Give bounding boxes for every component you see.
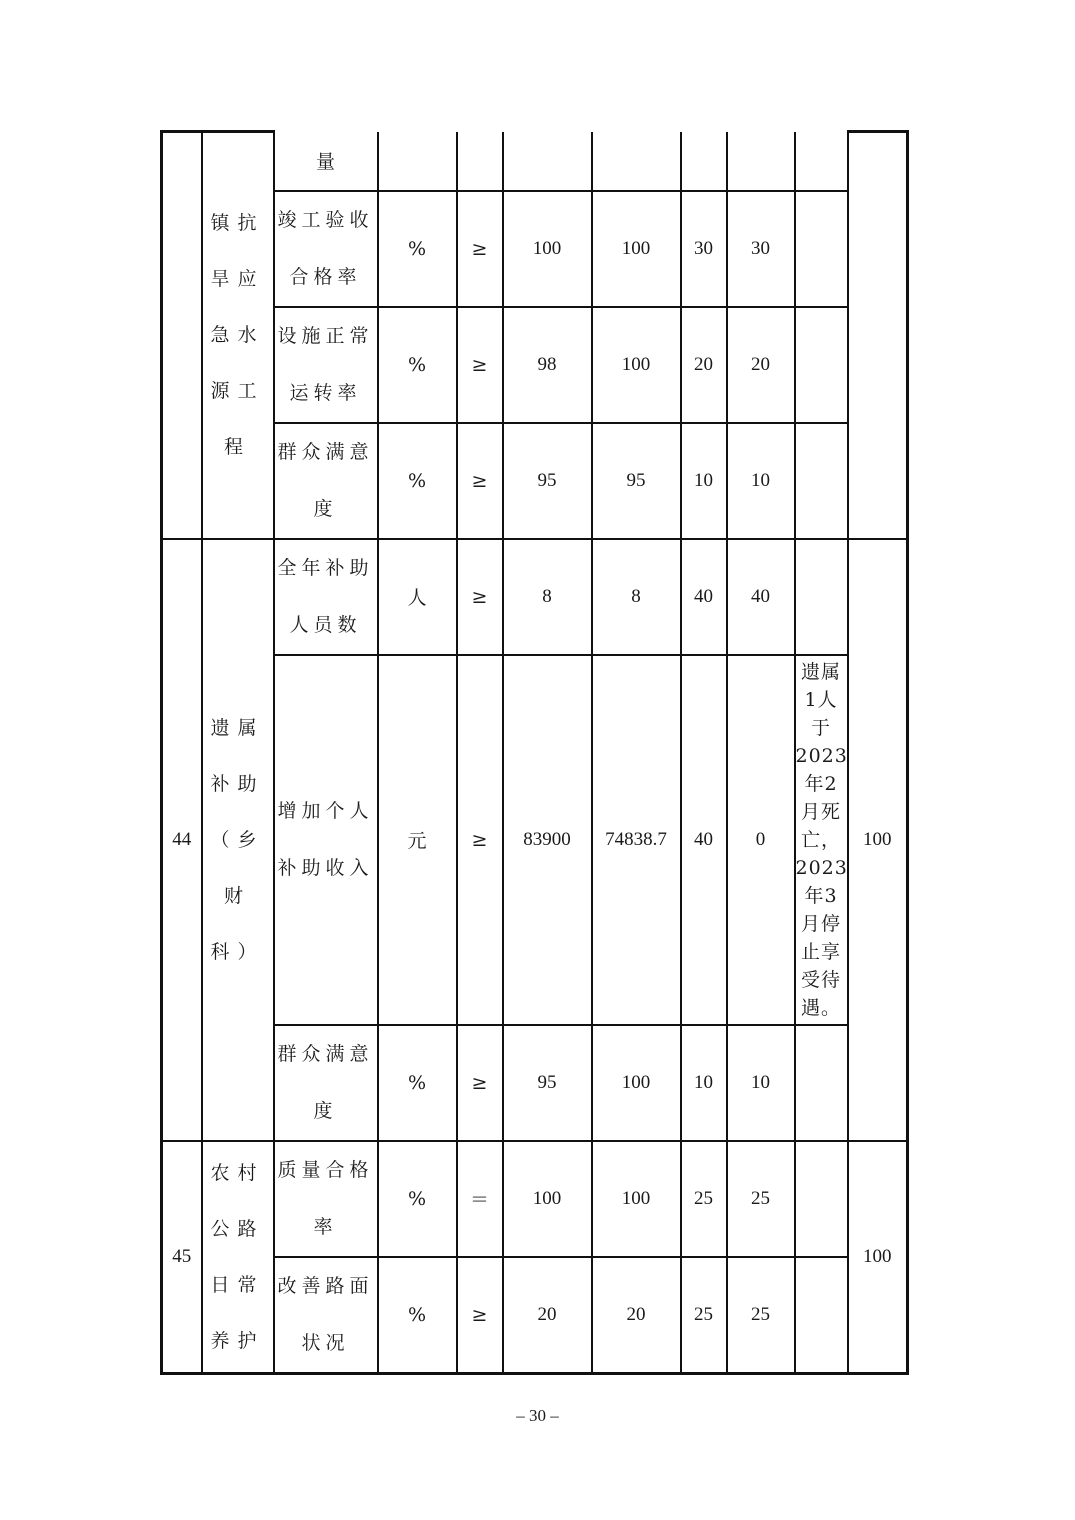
operator-cell: ≥ — [457, 539, 503, 655]
target-cell: 95 — [503, 423, 592, 539]
actual-cell: 100 — [592, 191, 681, 307]
total-score-cell — [848, 132, 908, 539]
table-row — [162, 1025, 908, 1141]
project-number-cell: 44 — [162, 539, 202, 1141]
score-cell: 30 — [727, 191, 795, 307]
note-cell — [795, 1257, 848, 1374]
actual-cell: 100 — [592, 307, 681, 423]
indicator-cell: 设施正常 运转率 — [274, 307, 378, 423]
table-row — [162, 132, 908, 191]
target-cell: 83900 — [503, 655, 592, 1025]
unit-cell: 元 — [378, 655, 457, 1025]
score-cell: 10 — [727, 423, 795, 539]
weight-cell: 25 — [681, 1257, 727, 1374]
note-cell — [795, 307, 848, 423]
indicator-cell: 群众满意 度 — [274, 423, 378, 539]
table-row — [162, 307, 908, 423]
weight-cell: 10 — [681, 423, 727, 539]
note-cell — [795, 132, 848, 191]
performance-table — [160, 130, 909, 1375]
target-cell: 20 — [503, 1257, 592, 1374]
score-cell: 0 — [727, 655, 795, 1025]
operator-cell: ≥ — [457, 423, 503, 539]
table-row — [162, 423, 908, 539]
weight-cell: 40 — [681, 655, 727, 1025]
actual-cell: 95 — [592, 423, 681, 539]
target-cell — [503, 132, 592, 191]
page-number: – 30 – — [516, 1406, 559, 1425]
target-cell: 95 — [503, 1025, 592, 1141]
indicator-cell: 改善路面 状况 — [274, 1257, 378, 1374]
weight-cell: 30 — [681, 191, 727, 307]
note-cell — [795, 539, 848, 655]
weight-cell: 20 — [681, 307, 727, 423]
indicator-cell: 全年补助 人员数 — [274, 539, 378, 655]
score-cell: 40 — [727, 539, 795, 655]
actual-cell: 74838.7 — [592, 655, 681, 1025]
indicator-cell: 增加个人 补助收入 — [274, 655, 378, 1025]
indicator-cell: 群众满意 度 — [274, 1025, 378, 1141]
actual-cell: 100 — [592, 1025, 681, 1141]
project-name-cell: 遗属 补助 （乡 财科） — [202, 539, 274, 1141]
operator-cell: ≥ — [457, 1257, 503, 1374]
unit-cell: % — [378, 423, 457, 539]
table-row — [162, 655, 908, 1025]
project-name-cell: 农村 公路 日常 养护 — [202, 1141, 274, 1374]
actual-cell — [592, 132, 681, 191]
weight-cell — [681, 132, 727, 191]
operator-cell: ≥ — [457, 655, 503, 1025]
operator-cell — [457, 132, 503, 191]
project-name-cell: 镇抗 旱应 急水 源工 程 — [202, 132, 274, 539]
target-cell: 100 — [503, 1141, 592, 1257]
table-row — [162, 1257, 908, 1374]
actual-cell: 100 — [592, 1141, 681, 1257]
project-number-cell — [162, 132, 202, 539]
table-row — [162, 539, 908, 655]
note-cell — [795, 423, 848, 539]
note-cell — [795, 1025, 848, 1141]
operator-cell: ≥ — [457, 191, 503, 307]
weight-cell: 40 — [681, 539, 727, 655]
table-row — [162, 1141, 908, 1257]
operator-cell: ≥ — [457, 307, 503, 423]
score-cell: 20 — [727, 307, 795, 423]
unit-cell: 人 — [378, 539, 457, 655]
actual-cell: 8 — [592, 539, 681, 655]
score-cell: 10 — [727, 1025, 795, 1141]
note-cell: 遗属 1人 于 2023 年2 月死 亡， 2023 年3 月停 止享 受待 遇。 — [795, 655, 848, 1025]
target-cell: 8 — [503, 539, 592, 655]
indicator-cell: 竣工验收 合格率 — [274, 191, 378, 307]
total-score-cell: 100 — [848, 539, 908, 1141]
total-score-cell: 100 — [848, 1141, 908, 1374]
unit-cell: % — [378, 191, 457, 307]
score-cell — [727, 132, 795, 191]
target-cell: 98 — [503, 307, 592, 423]
indicator-cell: 量 — [274, 132, 378, 191]
score-cell: 25 — [727, 1257, 795, 1374]
target-cell: 100 — [503, 191, 592, 307]
note-cell — [795, 191, 848, 307]
unit-cell: % — [378, 1257, 457, 1374]
unit-cell: % — [378, 1141, 457, 1257]
operator-cell: ≥ — [457, 1025, 503, 1141]
unit-cell: % — [378, 307, 457, 423]
table-row — [162, 191, 908, 307]
project-number-cell: 45 — [162, 1141, 202, 1374]
note-cell — [795, 1141, 848, 1257]
actual-cell: 20 — [592, 1257, 681, 1374]
unit-cell: % — [378, 1025, 457, 1141]
score-cell: 25 — [727, 1141, 795, 1257]
operator-cell: ＝ — [457, 1141, 503, 1257]
weight-cell: 25 — [681, 1141, 727, 1257]
weight-cell: 10 — [681, 1025, 727, 1141]
unit-cell — [378, 132, 457, 191]
indicator-cell: 质量合格 率 — [274, 1141, 378, 1257]
